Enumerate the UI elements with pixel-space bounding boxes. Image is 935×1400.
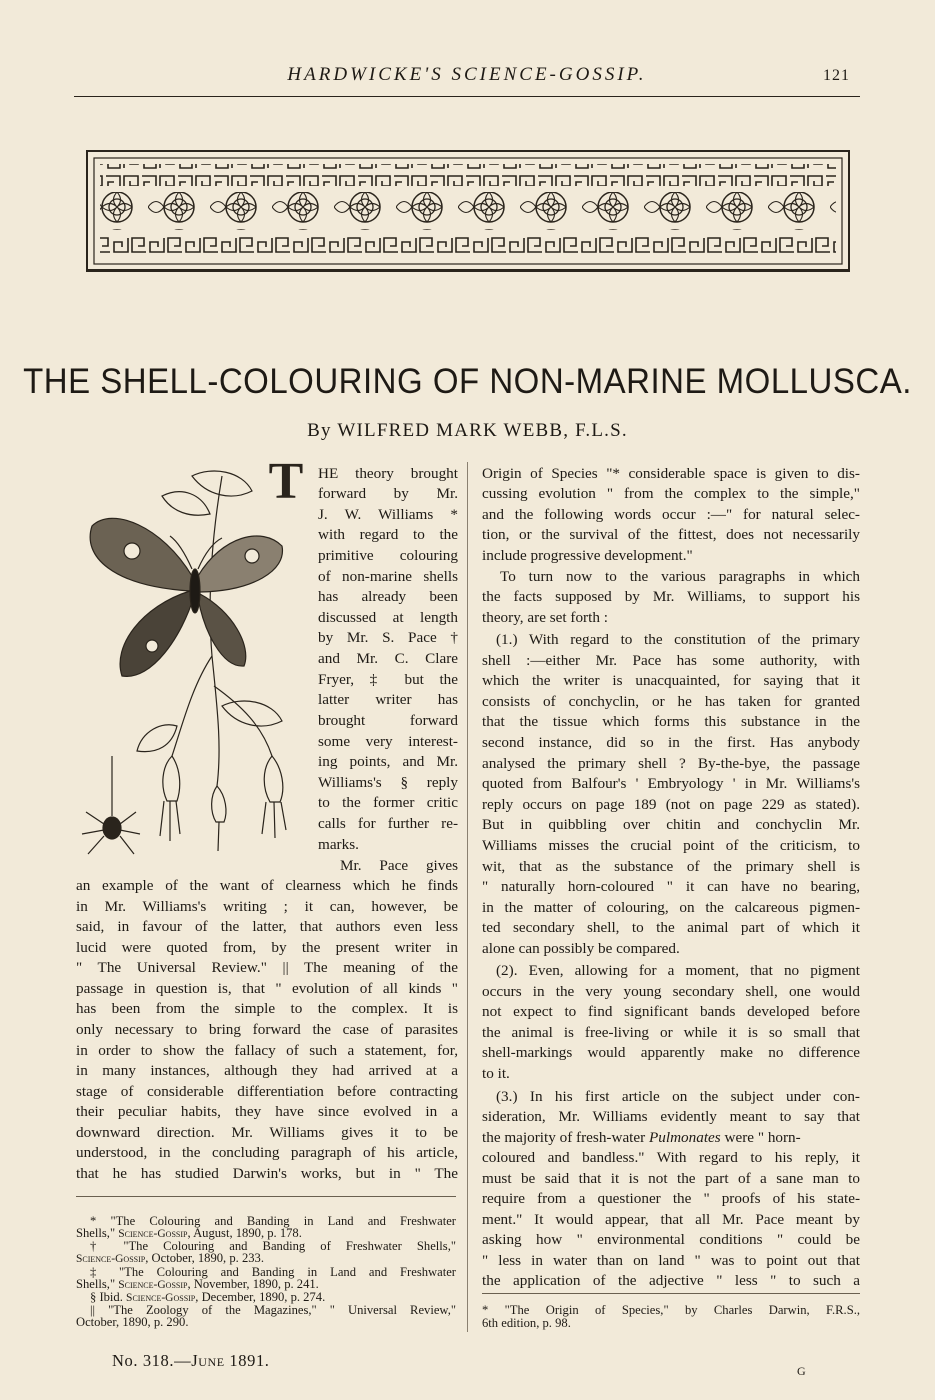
text-line: marks. <box>318 836 359 853</box>
text-line: To turn now to the various paragraphs in which <box>500 568 860 585</box>
text-line: of non-marine shells <box>318 568 458 585</box>
text-line: stage of considerable differentiation before contracting <box>76 1083 458 1100</box>
text-line: has been from the simple to the complex. It is <box>76 1000 458 1017</box>
text-segment: Shells," <box>76 1227 116 1240</box>
footnote-line: 6th edition, p. 98. <box>482 1317 571 1330</box>
text-line: coloured and bandless." With regard to his reply, it <box>482 1149 860 1166</box>
text-line: some very interest- <box>318 733 458 750</box>
running-head <box>74 60 860 97</box>
footnote-rule <box>482 1293 860 1294</box>
byline <box>0 420 935 442</box>
text-line: not expect to find significant bands developed before <box>482 1003 860 1020</box>
text-line: HE theory brought <box>318 465 458 482</box>
text-line: passage in question is, that " evolution of all kinds " <box>76 980 458 997</box>
text-segment: , December, 1890, p. 274. <box>195 1291 326 1304</box>
text-line: ment." It would appear, that all Mr. Pace meant by <box>482 1211 860 1228</box>
text-line: Mr. Pace gives <box>340 857 458 874</box>
issue-month: June <box>191 1351 225 1370</box>
footnote-line <box>76 1227 456 1241</box>
text-line: occurs in the very young secondary shell, one would <box>482 983 860 1000</box>
butterfly-fuchsia-illustration <box>72 453 308 872</box>
text-segment: were " horn- <box>724 1129 801 1146</box>
text-line: in Mr. Williams's writing ; it can, however, be <box>76 898 458 915</box>
footnote-line: October, 1890, p. 290. <box>76 1316 189 1329</box>
text-line: said, in favour of the latter, that authors even less <box>76 918 458 935</box>
text-line: second instance, did so in the first. Has anybody <box>482 734 860 751</box>
text-line: quoted from Balfour's ' Embryology ' in Mr. Williams's <box>482 775 860 792</box>
text-segment: , October, 1890, p. 233. <box>145 1252 264 1265</box>
text-line: in many instances, although they had arrived at a <box>76 1062 458 1079</box>
text-segment: § Ibid. <box>90 1291 123 1304</box>
journal-title: HARDWICKE'S SCIENCE-GOSSIP. <box>287 64 647 85</box>
signature-mark: G <box>797 1364 806 1378</box>
text-line: Williams's § reply <box>318 774 458 791</box>
text-line: theory, are set forth : <box>482 609 608 626</box>
text-line: to the former critic <box>318 794 458 811</box>
footnote-line <box>76 1278 456 1292</box>
text-line: " less in water than on land " was to point out that <box>482 1252 860 1269</box>
text-line: with regard to the <box>318 526 458 543</box>
text-line: the facts supposed by Mr. Williams, to support his <box>482 588 860 605</box>
text-line <box>482 1128 860 1148</box>
text-line: reply occurs on page 189 (not on page 229 as stated). <box>482 796 860 813</box>
article-title: THE SHELL-COLOURING OF NON-MARINE MOLLUSCA. <box>23 360 912 401</box>
text-line: " The Universal Review." || The meaning of the <box>76 959 458 976</box>
text-line: consists of conchyclin, or he has taken for granted <box>482 693 860 710</box>
text-line: must be said that it is not the part of a sane man to <box>482 1170 860 1187</box>
column-divider <box>467 462 468 1332</box>
issue-line <box>112 1351 270 1371</box>
text-line: downward direction. Mr. Williams gives it to be <box>76 1124 458 1141</box>
text-line: latter writer has <box>318 691 458 708</box>
text-line: J. W. Williams * <box>318 506 458 523</box>
byline-prefix: By <box>307 420 332 441</box>
text-line: to it. <box>482 1065 510 1082</box>
text-line: and the following words occur :—" for natural selec- <box>482 506 860 523</box>
text-line: (3.) In his first article on the subject under con- <box>496 1088 860 1105</box>
text-segment: , August, 1890, p. 178. <box>187 1227 302 1240</box>
footnote-rule <box>76 1196 456 1197</box>
text-line: calls for further re- <box>318 815 458 832</box>
text-line: in order to show the fallacy of such a statement, for, <box>76 1042 458 1059</box>
drop-cap: T <box>268 453 304 510</box>
issue-number: No. 318.— <box>112 1351 192 1370</box>
text-line: by Mr. S. Pace † <box>318 629 458 646</box>
text-line: which the writer is unacquainted, for saying that it <box>482 672 860 689</box>
text-line: Origin of Species "* considerable space is given to dis- <box>482 465 860 482</box>
text-line: only necessary to bring forward the case of parasites <box>76 1021 458 1038</box>
text-segment: , November, 1890, p. 241. <box>187 1278 319 1291</box>
text-line: primitive colouring <box>318 547 458 564</box>
text-line: alone can possibly be compared. <box>482 940 680 957</box>
text-segment: Shells," <box>76 1278 116 1291</box>
text-line: the animal is free-living or while it is so small that <box>482 1024 860 1041</box>
footnote-line: * "The Colouring and Banding in Land and Freshwater <box>90 1215 456 1228</box>
text-line: (2). Even, allowing for a moment, that no pigment <box>496 962 860 979</box>
footnote-line: ‡ "The Colouring and Banding in Land and Freshwater <box>90 1266 456 1279</box>
text-line: asking how " environmental conditions " could be <box>482 1231 860 1248</box>
journal-name: Science-Gossip <box>118 1228 188 1240</box>
text-line: and Mr. C. Clare <box>318 650 458 667</box>
text-line: wit, that as the substance of the primary shell is <box>482 858 860 875</box>
footnote-line: || "The Zoology of the Magazines," " Universal Review," <box>90 1304 456 1317</box>
text-line: shell :—either Mr. Pace has some authority, with <box>482 652 860 669</box>
text-line: tion, or the survival of the fittest, does not necessarily <box>482 526 860 543</box>
text-line: brought forward <box>318 712 458 729</box>
text-line: analysed the primary shell ? By-the-bye, the passage <box>482 755 860 772</box>
text-line: Williams misses the crucial point of the criticism, to <box>482 837 860 854</box>
text-line: in the matter of colouring, on the calcareous pigmen- <box>482 899 860 916</box>
text-line: sideration, Mr. Williams evidently meant to say that <box>482 1108 860 1125</box>
text-line: cussing evolution " from the complex to the simple," <box>482 485 860 502</box>
text-line: (1.) With regard to the constitution of the primary <box>496 631 860 648</box>
issue-year: 1891. <box>224 1351 270 1370</box>
journal-name: Science-Gossip <box>76 1253 146 1265</box>
footnote-line: † "The Colouring and Banding of Freshwater Shells," <box>90 1240 456 1253</box>
text-line: that the tissue which forms this substance in the <box>482 713 860 730</box>
text-line: that he has studied Darwin's works, but in " The <box>76 1165 458 1182</box>
text-line: " naturally horn-coloured " it can have no bearing, <box>482 878 860 895</box>
page-number: 121 <box>823 67 850 84</box>
text-line: understood, in the concluding paragraph of his article, <box>76 1144 458 1161</box>
journal-name: Science-Gossip <box>126 1292 196 1304</box>
text-line: forward by Mr. <box>318 485 458 502</box>
decorative-header-ornament <box>86 150 850 272</box>
text-line: ing points, and Mr. <box>318 753 458 770</box>
text-line: But in quibbling over chitin and conchyclin Mr. <box>482 816 860 833</box>
text-line: their peculiar habits, they have since evolved in a <box>76 1103 458 1120</box>
text-line: the application of the adjective " less " to such a <box>482 1272 860 1289</box>
footnote-line: * "The Origin of Species," by Charles Darwin, F.R.S., <box>482 1304 860 1317</box>
italic-term: Pulmonates <box>649 1129 721 1146</box>
text-line: include progressive development." <box>482 547 693 564</box>
text-line: ted secondary shell, to the animal part of which it <box>482 919 860 936</box>
text-line: discussed at length <box>318 609 458 626</box>
text-line: lucid were quoted from, by the present writer in <box>76 939 458 956</box>
text-line: has already been <box>318 588 458 605</box>
journal-name: Science-Gossip <box>118 1279 188 1291</box>
footnote-line <box>90 1291 456 1305</box>
byline-author: WILFRED MARK WEBB, F.L.S. <box>337 420 628 441</box>
text-line: require from a questioner the " proofs of his state- <box>482 1190 860 1207</box>
footnote-line <box>76 1252 456 1266</box>
text-line: an example of the want of clearness which he finds <box>76 877 458 894</box>
text-line: shell-markings would apparently make no difference <box>482 1044 860 1061</box>
text-segment: the majority of fresh-water <box>482 1129 646 1146</box>
text-line: Fryer, ‡ but the <box>318 671 458 688</box>
